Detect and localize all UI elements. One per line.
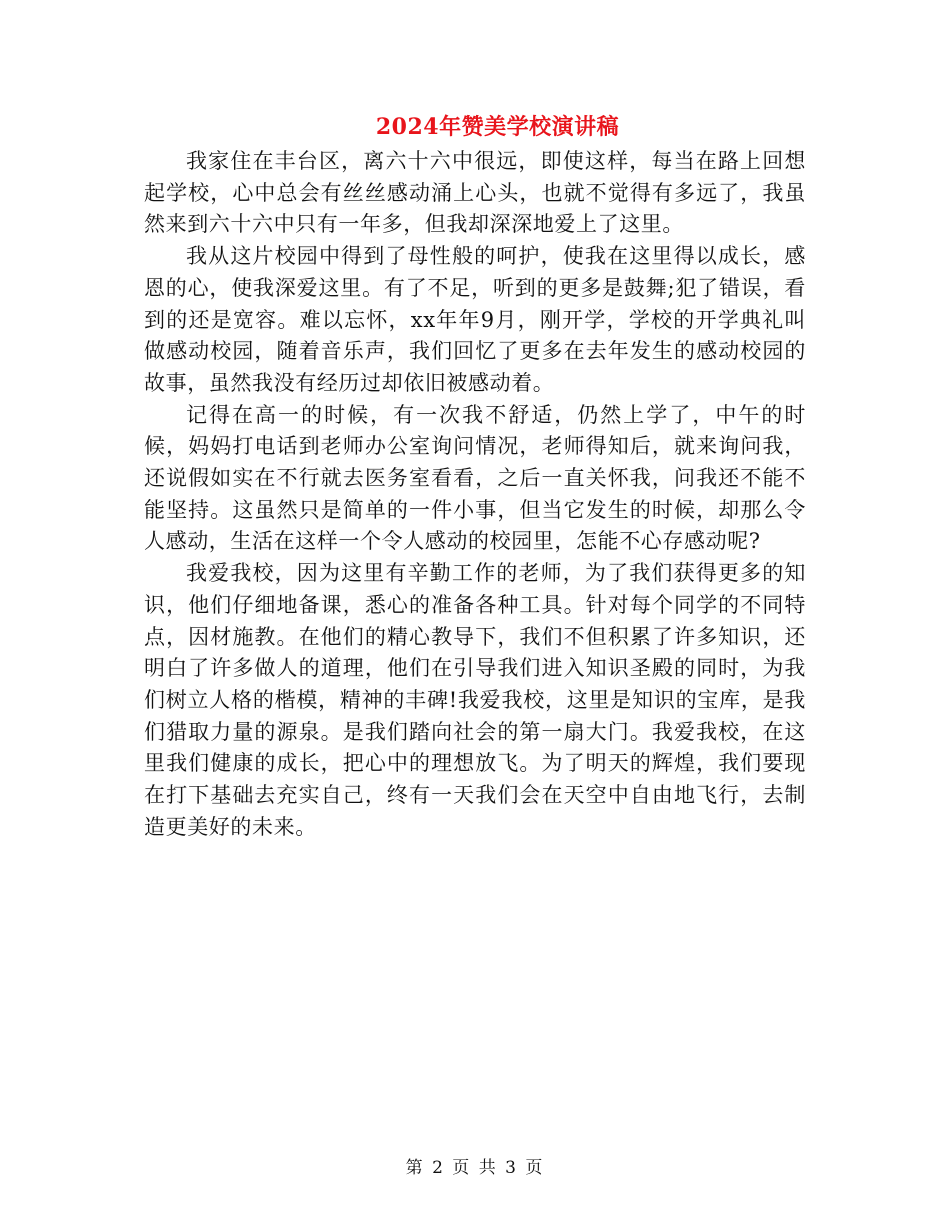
document-body [144,146,806,843]
paragraph-3: 记得在高一的时候，有一次我不舒适，仍然上学了，中午的时候，妈妈打电话到老师办公室询问情况，老师得知后，就来询问我，还说假如实在不行就去医务室看看，之后一直关怀我，问我还不能不能坚持。这虽然只是简单的一件小事，但当它发生的时候，却那么令人感动，生活在这样一个令人感动的校园里，怎能不心存感动呢? [144,402,806,554]
page-title: 2024年赞美学校演讲稿 [375,114,620,140]
page-number-footer: 第 2 页 共 3 页 [405,1158,545,1178]
paragraph-4: 我爱我校，因为这里有辛勤工作的老师，为了我们获得更多的知识，他们仔细地备课，悉心的准备各种工具。针对每个同学的不同特点，因材施教。在他们的精心教导下，我们不但积累了许多知识，还明白了许多做人的道理，他们在引导我们进入知识圣殿的同时，为我们树立人格的楷模，精神的丰碑!我爱我校，这里是知识的宝库，是我们猎取力量的源泉。是我们踏向社会的第一扇大门。我爱我校，在这里我们健康的成长，把心中的理想放飞。为了明天的辉煌，我们要现在打下基础去充实自己，终有一天我们会在天空中自由地飞行，去制造更美好的未来。 [144,561,806,839]
paragraph-2: 我从这片校园中得到了母性般的呵护，使我在这里得以成长，感恩的心，使我深爱这里。有了不足，听到的更多是鼓舞;犯了错误，看到的还是宽容。难以忘怀，xx年年9月，刚开学，学校的开学典礼叫做感动校园，随着音乐声，我们回忆了更多在去年发生的感动校园的故事，虽然我没有经历过却依旧被感动着。 [144,244,806,395]
paragraph-1: 我家住在丰台区，离六十六中很远，即使这样，每当在路上回想起学校，心中总会有丝丝感动涌上心头，也就不觉得有多远了，我虽然来到六十六中只有一年多，但我却深深地爱上了这里。 [144,149,806,237]
